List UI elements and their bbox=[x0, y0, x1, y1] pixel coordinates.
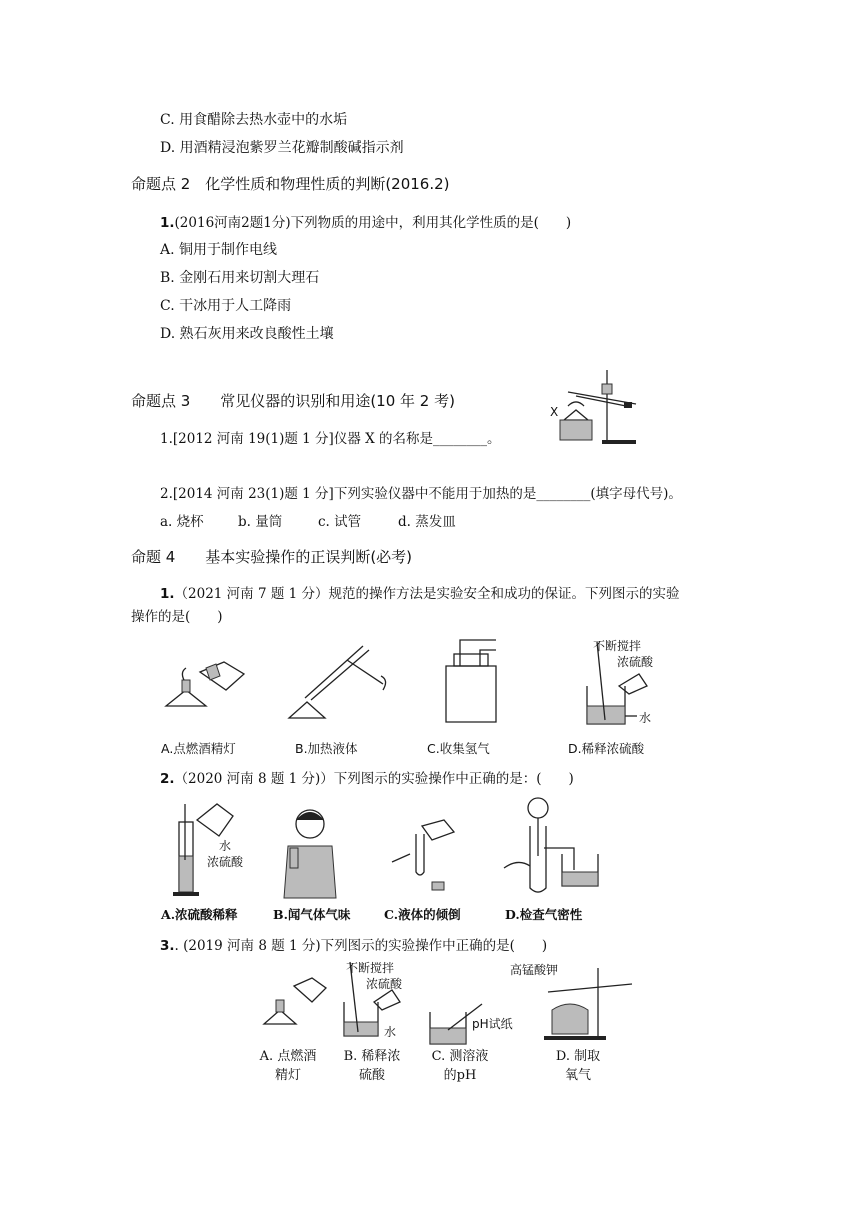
s2-option-c: C. 干冰用于人工降雨 bbox=[160, 298, 292, 314]
q2-caption-c: C.液体的倾倒 bbox=[384, 907, 461, 922]
q3-caption-c bbox=[428, 1047, 492, 1085]
q1-caption-a: A.点燃酒精灯 bbox=[161, 741, 236, 756]
q-number: 2. bbox=[160, 771, 175, 787]
option-c-text: C. 用食醋除去热水壶中的水垢 bbox=[160, 112, 348, 128]
q3-figure-d-oxygen bbox=[510, 962, 640, 1042]
section2-q1 bbox=[160, 211, 571, 231]
label-kmno4: 高锰酸钾 bbox=[510, 963, 559, 977]
option-d-text: D. 用酒精浸泡紫罗兰花瓣制酸碱指示剂 bbox=[160, 140, 404, 156]
q1-figure-c-gas-bottle bbox=[436, 636, 506, 728]
caption-text: B. 稀释浓 硫酸 bbox=[343, 1049, 401, 1083]
section4-q1-line1 bbox=[160, 582, 680, 602]
caption-text: D. 制取 氧气 bbox=[555, 1049, 601, 1083]
label-acid: 浓硫酸 bbox=[366, 977, 403, 991]
label-water: 水 bbox=[384, 1025, 397, 1039]
section2-heading: 命题点 2 化学性质和物理性质的判断(2016.2) bbox=[131, 175, 450, 193]
section4-q3 bbox=[160, 934, 547, 954]
q-text: （2020 河南 8 题 1 分)）下列图示的实验操作中正确的是：( ) bbox=[174, 771, 574, 787]
label-acid: 浓硫酸 bbox=[617, 655, 654, 669]
s2-option-d: D. 熟石灰用来改良酸性土壤 bbox=[160, 326, 334, 342]
s3-option-b: b. 量筒 bbox=[238, 514, 283, 530]
q-text: (2016河南2题1分)下列物质的用途中，利用其化学性质的是( ) bbox=[174, 215, 572, 231]
s3-option-c: c. 试管 bbox=[318, 514, 362, 530]
section4-heading: 命题 4 基本实验操作的正误判断(必考) bbox=[131, 548, 413, 566]
q2-figure-d-airtight bbox=[500, 796, 610, 900]
q-text: （2021 河南 7 题 1 分）规范的操作方法是实验安全和成功的保证。下列图示的实验 bbox=[174, 586, 680, 602]
label-water: 水 bbox=[219, 839, 232, 853]
label-water: 水 bbox=[639, 711, 652, 725]
apparatus-figure bbox=[548, 362, 648, 448]
q2-figure-c-pouring bbox=[386, 818, 466, 898]
q2-caption-a: A.浓硫酸稀释 bbox=[161, 907, 238, 922]
q2-figure-b-smell bbox=[270, 806, 340, 898]
q-number: 1. bbox=[160, 586, 175, 602]
section3-q1: 1.[2012 河南 19(1)题 1 分]仪器 X 的名称是________。 bbox=[160, 431, 501, 447]
q-text: . (2019 河南 8 题 1 分)下列图示的实验操作中正确的是( ) bbox=[174, 938, 548, 954]
q2-caption-b: B.闻气体气味 bbox=[273, 907, 351, 922]
q3-figure-b-dilution bbox=[338, 960, 428, 1040]
section3-q2: 2.[2014 河南 23(1)题 1 分]下列实验仪器中不能用于加热的是________(填字母代号)。 bbox=[160, 486, 682, 502]
caption-text: C. 测溶液 的pH bbox=[431, 1049, 489, 1083]
section3-heading: 命题点 3 常见仪器的识别和用途(10 年 2 考) bbox=[131, 392, 455, 410]
figure-label-x: X bbox=[550, 405, 559, 419]
q1-caption-b: B.加热液体 bbox=[295, 741, 358, 756]
label-acid: 浓硫酸 bbox=[207, 855, 244, 869]
label-ph: pH试纸 bbox=[472, 1017, 513, 1031]
label-stir: 不断搅拌 bbox=[593, 639, 642, 653]
q2-figure-a-dilution bbox=[165, 800, 255, 900]
s2-option-a: A. 铜用于制作电线 bbox=[160, 242, 278, 258]
caption-text: A. 点燃酒 精灯 bbox=[259, 1049, 317, 1083]
q2-caption-d: D.检查气密性 bbox=[505, 907, 583, 922]
q1-figure-d-dilution bbox=[575, 634, 695, 730]
q3-figure-c-ph bbox=[426, 1000, 526, 1046]
q-number: 3. bbox=[160, 938, 175, 954]
q3-figure-a-lamp bbox=[260, 968, 330, 1038]
q3-caption-b bbox=[340, 1047, 404, 1085]
s2-option-b: B. 金刚石用来切割大理石 bbox=[160, 270, 320, 286]
s3-option-a: a. 烧杯 bbox=[160, 514, 204, 530]
q-number: 1. bbox=[160, 215, 175, 231]
q3-caption-d bbox=[546, 1047, 610, 1085]
section4-q1-line2: 操作的是( ) bbox=[131, 609, 223, 625]
q1-caption-c: C.收集氢气 bbox=[427, 741, 490, 756]
q1-caption-d: D.稀释浓硫酸 bbox=[568, 741, 645, 756]
q1-figure-b-heating bbox=[285, 640, 395, 730]
label-stir: 不断搅拌 bbox=[346, 961, 395, 975]
section4-q2 bbox=[160, 767, 574, 787]
q3-caption-a bbox=[256, 1047, 320, 1085]
s3-option-d: d. 蒸发皿 bbox=[398, 514, 456, 530]
q1-figure-a-lamp bbox=[160, 650, 250, 730]
